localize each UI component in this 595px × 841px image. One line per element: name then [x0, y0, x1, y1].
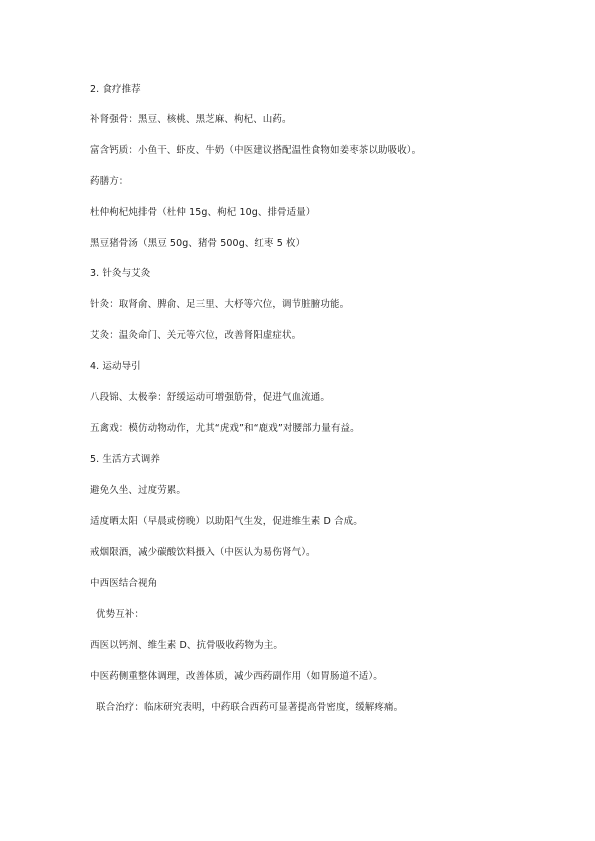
section-heading-acupuncture: 3. 针灸与艾灸: [90, 268, 151, 279]
section-heading-lifestyle: 5. 生活方式调养: [90, 454, 160, 465]
paragraph-acupuncture: 针灸：取肾俞、脾俞、足三里、大杼等穴位，调节脏腑功能。: [90, 299, 350, 310]
paragraph-avoid-sitting: 避免久坐、过度劳累。: [90, 485, 187, 496]
paragraph-moxibustion: 艾灸：温灸命门、关元等穴位，改善肾阳虚症状。: [90, 330, 302, 341]
paragraph-sunlight: 适度晒太阳（早晨或傍晚）以助阳气生发，促进维生素 D 合成。: [90, 516, 363, 527]
paragraph-quit-smoking: 戒烟限酒，减少碳酸饮料摄入（中医认为易伤肾气）。: [90, 547, 316, 558]
paragraph-medicinal-diet-label: 药膳方：: [90, 176, 129, 187]
paragraph-tcm-holistic: 中医药侧重整体调理，改善体质，减少西药副作用（如胃肠道不适）。: [90, 671, 383, 682]
paragraph-combined-therapy: 联合治疗：临床研究表明，中药联合西药可显著提高骨密度，缓解疼痛。: [96, 702, 404, 713]
section-heading-exercise: 4. 运动导引: [90, 361, 141, 372]
paragraph-wuqinxi: 五禽戏：模仿动物动作，尤其“虎戏”和“鹿戏”对腰部力量有益。: [90, 423, 360, 434]
paragraph-kidney-bone-foods: 补肾强骨：黑豆、核桃、黑芝麻、枸杞、山药。: [90, 114, 292, 125]
section-heading-diet: 2. 食疗推荐: [90, 84, 141, 95]
paragraph-western-medicine: 西医以钙剂、维生素 D、抗骨吸收药物为主。: [90, 640, 283, 651]
paragraph-calcium-foods: 富含钙质：小鱼干、虾皮、牛奶（中医建议搭配温性食物如姜枣茶以助吸收）。: [90, 145, 422, 156]
paragraph-baduanjin-taichi: 八段锦、太极拳：舒缓运动可增强筋骨，促进气血流通。: [90, 392, 331, 403]
paragraph-complementary-label: 优势互补：: [96, 609, 145, 620]
paragraph-recipe-black-bean-soup: 黑豆猪骨汤（黑豆 50g、猪骨 500g、红枣 5 枚）: [90, 238, 306, 249]
paragraph-recipe-duzhong-ribs: 杜仲枸杞炖排骨（杜仲 15g、枸杞 10g、排骨适量）: [90, 207, 316, 218]
section-heading-integrated: 中西医结合视角: [90, 578, 158, 589]
